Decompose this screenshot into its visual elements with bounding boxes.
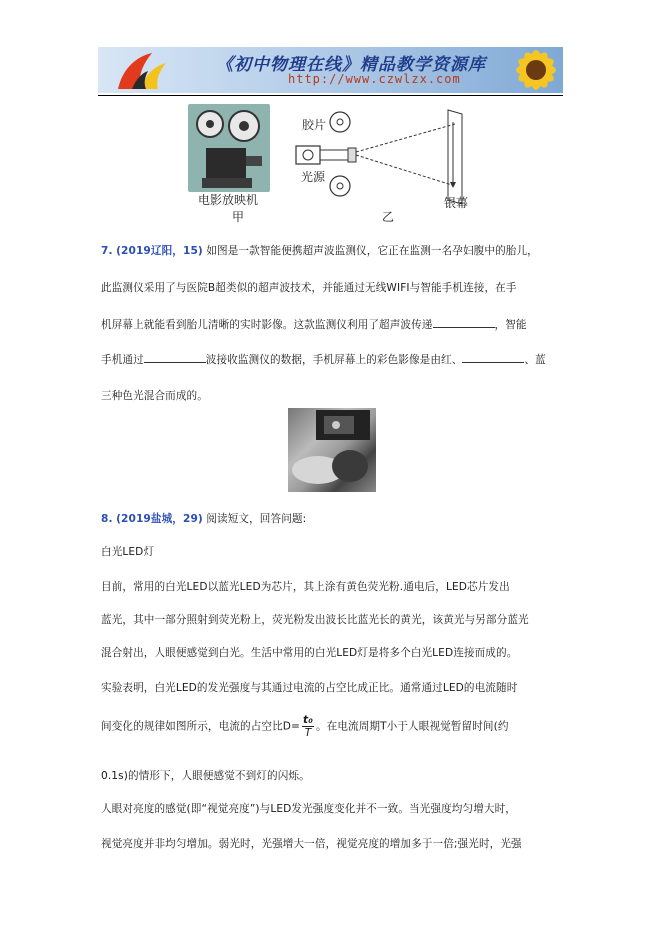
q8-para-1: 目前，常用的白光LED以蓝光LED为芯片，其上涂有黄色荧光粉.通电后，LED芯片发出: [101, 581, 510, 593]
projector-icon: [188, 104, 270, 192]
projector-photo: [188, 104, 270, 192]
q7-text-3a: 机屏幕上就能看到胎儿清晰的实时影像。这款监测仪利用了超声波传递: [101, 319, 433, 331]
q8-line-1: [101, 511, 306, 526]
header-title: 《初中物理在线》精品教学资源库: [216, 55, 486, 75]
answer-blank-3[interactable]: [462, 352, 524, 363]
ultrasound-monitor-photo: [288, 408, 376, 492]
answer-blank-2[interactable]: [144, 352, 206, 363]
q8-text-5b: 。在电流周期T小于人眼视觉暂留时间(约: [315, 720, 509, 733]
q7-line-2: 此监测仪采用了与医院B超类似的超声波技术，并能通过无线WIFI与智能手机连接，在手: [101, 282, 517, 294]
q7-line-1: [101, 243, 538, 258]
q8-para-3: 混合射出，人眼便感觉到白光。生活中常用的白光LED灯是将多个白光LED连接而成的。: [101, 647, 518, 659]
q8-intro: 阅读短文，回答问题:: [206, 513, 307, 525]
q8-text-5a: 间变化的规律如图所示，电流的占空比D=: [101, 720, 301, 733]
q8-source: (2019盐城，29): [116, 513, 203, 525]
q7-text-3b: ，智能: [494, 319, 527, 331]
q7-line-3: [101, 317, 527, 332]
caption-b: 乙: [382, 210, 395, 224]
q7-number: 7.: [101, 245, 113, 257]
q8-heading: 白光LED灯: [101, 546, 155, 558]
q8-para-8: 视觉亮度并非均匀增加。弱光时，光强增大一倍，视觉亮度的增加多于一倍;强光时，光强: [101, 838, 522, 850]
site-logo-icon: [112, 51, 172, 91]
fraction-numerator: t₀: [303, 714, 313, 726]
caption-projector: 电影放映机: [198, 193, 259, 207]
header-rule: [98, 95, 563, 96]
q8-para-4: 实验表明，白光LED的发光强度与其通过电流的占空比成正比。通常通过LED的电流随时: [101, 682, 518, 694]
q7-text-1: 如图是一款智能便携超声波监测仪，它正在监测一名孕妇腹中的胎儿，: [206, 245, 538, 257]
q8-para-5: [101, 714, 509, 739]
q8-para-2: 蓝光，其中一部分照射到荧光粉上，荧光粉发出波长比蓝光长的黄光，该黄光与另部分蓝光: [101, 614, 529, 626]
q8-para-7: 人眼对亮度的感觉(即“视觉亮度”)与LED发光强度变化并不一致。当光强度均匀增大时，: [101, 803, 516, 815]
q7-source: (2019辽阳，15): [116, 245, 203, 257]
q8-para-6: 0.1s)的情形下，人眼便感觉不到灯的闪烁。: [101, 770, 310, 782]
q7-text-4c: 、蓝: [524, 354, 546, 366]
answer-blank-1[interactable]: [433, 317, 495, 328]
q8-number: 8.: [101, 513, 113, 525]
fraction-denominator: T: [304, 727, 312, 739]
label-screen: 银幕: [444, 196, 469, 210]
duty-cycle-fraction: [302, 714, 314, 739]
q7-text-4b: 波接收监测仪的数据，手机屏幕上的彩色影像是由红、: [205, 354, 463, 366]
header-banner: [98, 47, 563, 93]
caption-a: 甲: [232, 210, 245, 224]
q7-line-4: [101, 352, 546, 367]
q7-text-4a: 手机通过: [101, 354, 144, 366]
header-url: http://www.czwlzx.com: [288, 72, 461, 86]
label-light-source: 光源: [301, 170, 326, 184]
monitor-device-icon: [288, 408, 376, 492]
q7-line-5: 三种色光混合而成的。: [101, 390, 208, 402]
label-film: 胶片: [302, 118, 327, 132]
figure-projector: [180, 100, 480, 230]
sunflower-icon: [498, 47, 563, 93]
